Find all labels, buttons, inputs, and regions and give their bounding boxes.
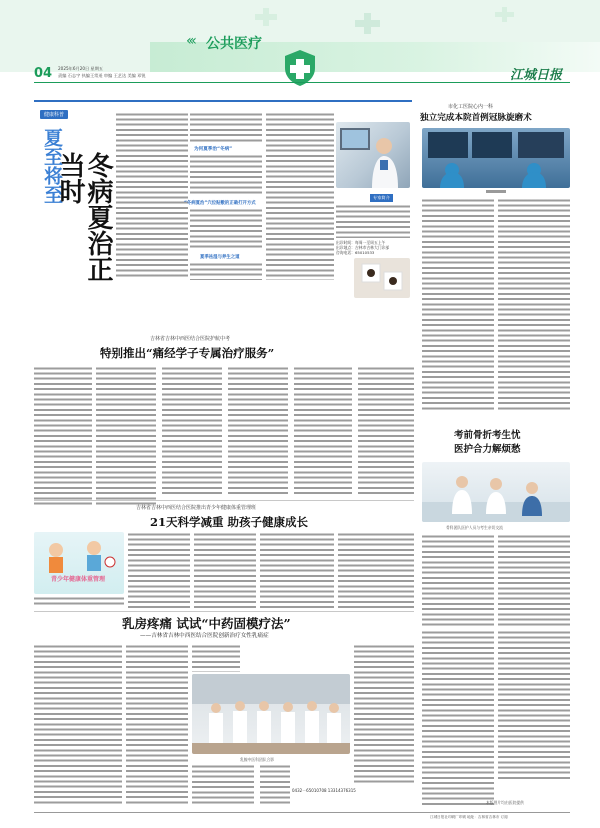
story4-subtitle: ——吉林省吉林中西医结合医院创新治疗女性乳痛症 bbox=[140, 633, 269, 639]
right-mid-caption: 骨科团队医护人员与考生亲切交流 bbox=[446, 525, 503, 530]
feature-tag bbox=[40, 110, 68, 119]
feature-col2c-text bbox=[190, 208, 262, 248]
header-rule bbox=[34, 82, 570, 83]
section-title: 公共医疗 bbox=[206, 36, 262, 52]
surgery-photo-caption-mark bbox=[486, 190, 506, 193]
right-mid-title2: 医护合力解烦愁 bbox=[454, 444, 521, 455]
contact-place: 出诊地点：吉林市吉林大门诊部 bbox=[336, 245, 390, 250]
feature-col2b-text bbox=[190, 154, 262, 194]
feature-sub1: 为何夏季治“冬病” bbox=[194, 147, 233, 152]
team-group-photo bbox=[192, 674, 350, 754]
paper-name: 江城日报 bbox=[510, 68, 563, 83]
story3-col2 bbox=[128, 532, 190, 608]
doctor-photo bbox=[336, 122, 410, 188]
story2-col2 bbox=[96, 366, 156, 506]
story2-col6 bbox=[358, 366, 414, 496]
doctor-bio-text bbox=[336, 204, 410, 238]
story2-col4 bbox=[228, 366, 288, 496]
story4-col5 bbox=[260, 764, 290, 806]
story4-col1 bbox=[34, 644, 122, 806]
story4-title: 乳房疼痛 试试“中药固模疗法” bbox=[122, 616, 291, 631]
story3-col4 bbox=[260, 532, 334, 608]
photo-credit: 本版图片均由医院提供 bbox=[486, 800, 524, 805]
feature-side-title: 夏至将至 bbox=[41, 128, 63, 204]
right-mid-col1 bbox=[422, 534, 494, 626]
right-bottom-col2 bbox=[498, 630, 570, 780]
feature-col2d-text bbox=[190, 262, 262, 280]
section-chevrons: ‹‹‹ bbox=[186, 33, 194, 49]
doctor-photo-caption: 专家简介 bbox=[370, 194, 393, 202]
feature-col2-text bbox=[190, 112, 262, 142]
contact-hours: 出诊时间：每周一至周五上午 bbox=[336, 240, 386, 245]
story3-kicker: 吉林省吉林中西医结合医院推出青少年健康体重管理班 bbox=[136, 505, 257, 511]
right-mid-col2 bbox=[498, 534, 570, 626]
team-photo-caption: 乳腺中医科团队合影 bbox=[240, 757, 275, 762]
story4-col6 bbox=[354, 644, 414, 784]
youth-health-illustration bbox=[34, 532, 124, 594]
story3-col3 bbox=[194, 532, 256, 608]
story4-phone: 0432－65010708 13314376315 bbox=[292, 788, 356, 793]
story-divider bbox=[34, 500, 414, 501]
right-top-title: 独立完成本院首例冠脉旋磨术 bbox=[420, 113, 532, 123]
story2-col3 bbox=[162, 366, 222, 496]
right-top-col2 bbox=[498, 198, 570, 412]
story-divider-2 bbox=[34, 611, 414, 612]
surgery-photo bbox=[422, 128, 570, 188]
story2-kicker: 吉林省吉林中西医结合医院护航中考 bbox=[150, 336, 231, 342]
page-number: 04 bbox=[34, 66, 53, 81]
footer-rule bbox=[34, 812, 570, 813]
right-top-kicker: 市化工医院心内一科 bbox=[448, 104, 494, 110]
feature-big-title: 冬病夏治正当时 bbox=[55, 152, 113, 282]
feature-sub3: 夏季祛湿与养生之道 bbox=[200, 255, 240, 260]
acupoint-plaster-photo bbox=[354, 258, 410, 298]
feature-col1-text bbox=[116, 112, 188, 277]
story4-col2 bbox=[126, 644, 188, 806]
story2-col1 bbox=[34, 366, 92, 506]
editor-line: 责编 石志宇 执编王常遥 审编 王艺达 美编 邓锐 bbox=[58, 73, 146, 78]
right-top-col1 bbox=[422, 198, 494, 412]
story3-col1 bbox=[34, 596, 124, 606]
footer-print-line: 江城日报社印刷厂印刷 地址：吉林省吉林市 订阅 bbox=[430, 815, 508, 819]
masthead-cross-decoration bbox=[245, 6, 575, 40]
story3-col5 bbox=[338, 532, 414, 608]
issue-date: 2025年6月20日 星期五 bbox=[58, 66, 104, 71]
shield-cross-icon bbox=[282, 48, 318, 92]
story2-col5 bbox=[294, 366, 352, 496]
feature-block bbox=[34, 100, 412, 282]
feature-tag-label: 健康科普 bbox=[44, 112, 65, 118]
right-mid-title1: 考前骨折考生忧 bbox=[454, 430, 521, 441]
feature-col3-text bbox=[266, 112, 334, 280]
fracture-student-photo bbox=[422, 462, 570, 522]
story2-title: 特别推出“痛经学子专属治疗服务” bbox=[100, 346, 275, 360]
illustration-caption: 青少年健康体重管理 bbox=[50, 576, 105, 583]
right-bottom-col1 bbox=[422, 630, 494, 806]
story4-col4 bbox=[192, 764, 254, 806]
feature-sub2: “冬病夏治”穴位贴敷的正确打开方式 bbox=[184, 201, 256, 206]
contact-phone: 咨询电话：65010533 bbox=[336, 250, 375, 255]
story4-col3 bbox=[192, 644, 240, 672]
story3-title: 21天科学减重 助孩子健康成长 bbox=[150, 515, 309, 529]
